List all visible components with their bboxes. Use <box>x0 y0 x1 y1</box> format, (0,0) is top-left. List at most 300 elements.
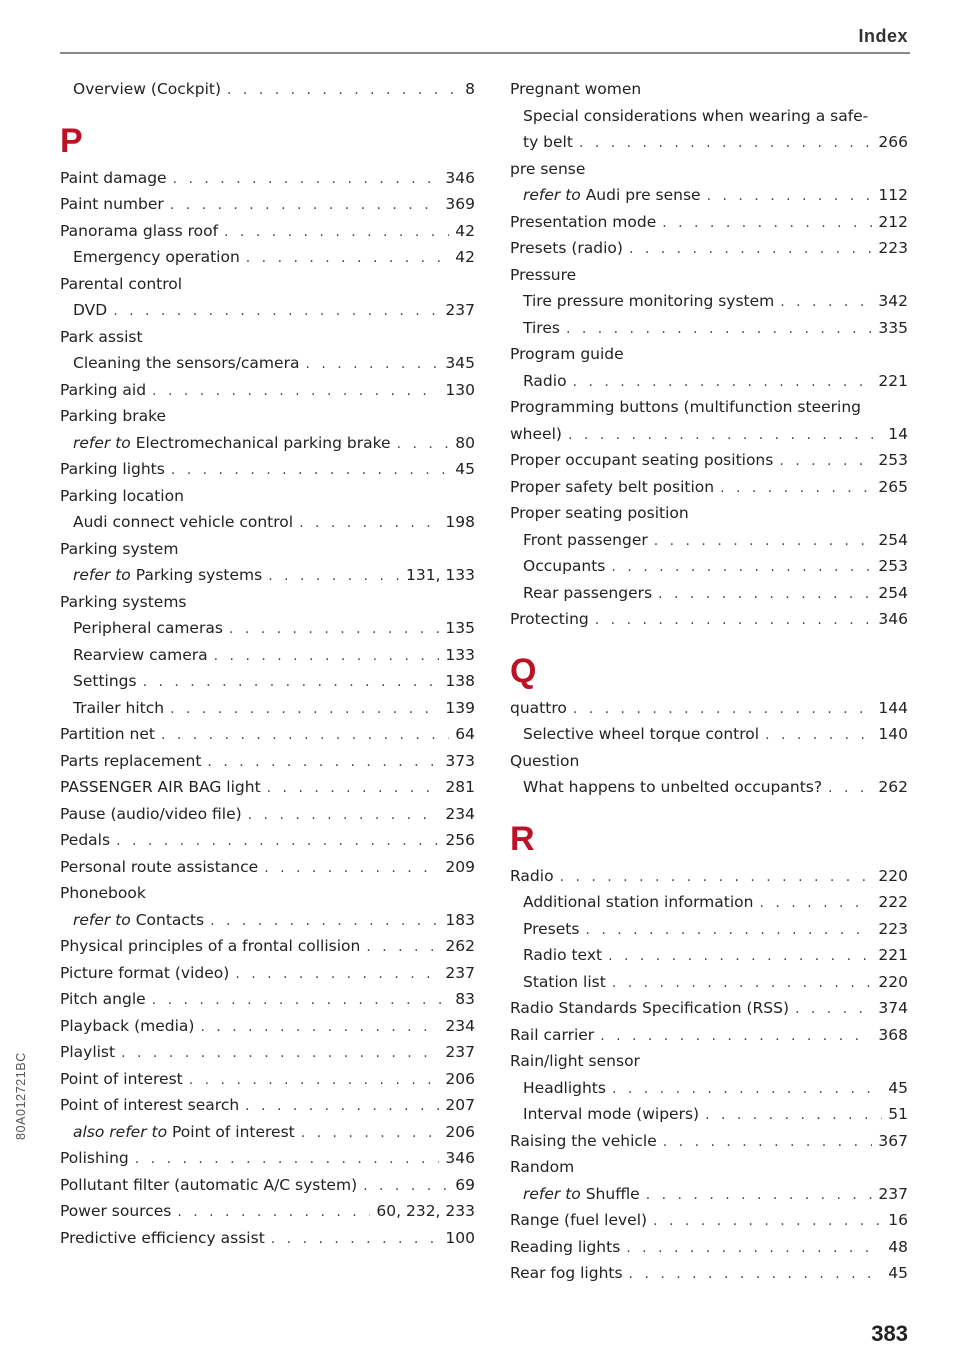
index-subentry <box>60 76 475 103</box>
entry-label-group <box>60 986 146 1013</box>
dot-leader <box>663 1129 873 1156</box>
index-entry <box>60 854 475 881</box>
entry-label: Occupants <box>523 557 606 575</box>
entry-label: Reading lights <box>510 1237 621 1256</box>
entry-page-reference[interactable]: 220 <box>878 972 908 991</box>
dot-leader <box>170 192 440 219</box>
entry-page-reference[interactable]: 206 <box>445 1069 475 1088</box>
index-heading: Proper seating position <box>510 504 689 522</box>
index-subentry <box>60 562 475 589</box>
entry-label-group <box>523 774 822 801</box>
cross-reference-prefix: also refer to <box>73 1122 168 1141</box>
dot-leader <box>629 236 872 263</box>
entry-label-group <box>523 1075 606 1102</box>
page-header-title: Index <box>858 26 908 46</box>
dot-leader <box>173 166 440 193</box>
entry-label-group <box>60 933 360 960</box>
dot-leader <box>707 183 873 210</box>
entry-page-reference[interactable]: 346 <box>878 610 908 628</box>
entry-label: Additional station information <box>523 893 754 911</box>
index-entry <box>60 1145 475 1172</box>
entry-page-reference[interactable]: 265 <box>878 477 908 496</box>
dot-leader <box>759 890 872 917</box>
entry-label: quattro <box>510 698 567 717</box>
index-heading: Parking systems <box>60 592 187 611</box>
index-entry <box>510 474 908 501</box>
index-entry <box>60 218 475 245</box>
index-subentry <box>60 297 475 324</box>
cross-reference-prefix: refer to <box>523 186 581 204</box>
dot-leader <box>654 528 873 555</box>
entry-label: PASSENGER AIR BAG light <box>60 778 261 796</box>
dot-leader <box>171 457 449 484</box>
entry-page-reference[interactable]: 183 <box>445 910 475 929</box>
entry-page-reference[interactable]: 206 <box>445 1122 475 1141</box>
entry-label-group <box>60 748 201 775</box>
entry-page-reference[interactable]: 368 <box>878 1025 908 1044</box>
dot-leader <box>246 245 449 272</box>
entry-page-reference[interactable]: 254 <box>878 583 908 602</box>
entry-label: Tires <box>523 318 560 337</box>
dot-leader <box>612 1076 882 1103</box>
entry-page-reference[interactable]: 42 <box>455 221 475 240</box>
index-heading: Rain/light sensor <box>510 1052 640 1070</box>
index-heading: Pressure <box>510 265 577 284</box>
entry-label: Radio <box>523 371 567 390</box>
section-letter: Q <box>510 651 537 690</box>
entry-label: Rearview camera <box>73 645 208 664</box>
index-heading: Random <box>510 1158 575 1176</box>
entry-page-reference[interactable]: 367 <box>878 1131 908 1150</box>
entry-page-reference[interactable]: 262 <box>445 937 475 955</box>
entry-page-reference[interactable]: 345 <box>445 354 475 372</box>
entry-label-group <box>510 209 656 236</box>
dot-leader <box>566 316 872 343</box>
index-entry <box>60 1066 475 1093</box>
entry-label: Emergency operation <box>73 248 240 266</box>
dot-leader <box>585 917 872 944</box>
document-code: 80A012721BC <box>14 1052 28 1140</box>
index-heading: pre sense <box>510 159 586 178</box>
index-heading: Parking location <box>60 486 184 505</box>
entry-label-group <box>73 562 262 589</box>
dot-leader <box>611 554 872 581</box>
index-subentry <box>510 182 908 209</box>
dot-leader <box>780 289 872 316</box>
dot-leader <box>573 369 873 396</box>
dot-leader <box>113 298 439 325</box>
entry-page-reference[interactable]: 198 <box>445 513 475 531</box>
entry-label: Rear passengers <box>523 583 653 602</box>
index-entry <box>60 721 475 748</box>
entry-page-reference[interactable]: 373 <box>445 751 475 770</box>
entry-label-group <box>60 801 242 828</box>
index-subentry <box>60 615 475 642</box>
entry-label: Radio Standards Specification (RSS) <box>510 999 789 1017</box>
dot-leader <box>200 1014 439 1041</box>
entry-label: Proper safety belt position <box>510 477 715 496</box>
entry-page-reference[interactable]: 209 <box>445 857 475 876</box>
entry-page-reference[interactable]: 100 <box>445 1228 475 1247</box>
entry-page-reference[interactable]: 220 <box>878 866 908 885</box>
dot-leader <box>227 77 459 104</box>
index-entry <box>510 209 908 236</box>
dot-leader <box>264 855 439 882</box>
entry-label: DVD <box>73 301 108 319</box>
entry-page-reference[interactable]: 237 <box>445 1043 475 1061</box>
entry-label-group <box>73 642 208 669</box>
entry-label-group <box>73 695 164 722</box>
entry-page-reference[interactable]: 221 <box>878 946 908 964</box>
entry-label: Playlist <box>60 1043 116 1061</box>
entry-label: Paint number <box>60 195 164 213</box>
entry-page-reference[interactable]: 64 <box>455 725 475 743</box>
dot-leader <box>795 996 872 1023</box>
index-entry <box>60 1225 475 1252</box>
index-subentry <box>510 288 908 315</box>
entry-label-group <box>510 695 567 722</box>
section-letter: R <box>510 819 535 858</box>
entry-label: Proper occupant seating positions <box>510 451 774 469</box>
entry-label: Physical principles of a frontal collision <box>60 937 361 955</box>
entry-label-group <box>510 1207 647 1234</box>
entry-page-reference[interactable]: 223 <box>878 919 908 938</box>
entry-page-reference[interactable]: 80 <box>455 433 475 452</box>
entry-page-reference[interactable]: 138 <box>445 672 475 690</box>
entry-page-reference[interactable]: 51 <box>888 1105 908 1123</box>
index-entry <box>60 933 475 960</box>
index-heading: Phonebook <box>60 884 146 902</box>
entry-page-reference[interactable]: 207 <box>445 1096 475 1114</box>
index-entry <box>510 447 908 474</box>
entry-label: Protecting <box>510 610 589 628</box>
entry-label: Headlights <box>523 1078 606 1097</box>
index-entry <box>60 748 475 775</box>
entry-label-group <box>510 863 554 890</box>
dot-leader <box>653 1208 882 1235</box>
entry-page-reference[interactable]: 8 <box>465 80 475 98</box>
entry-label: Radio <box>510 866 554 885</box>
index-entry <box>60 1172 475 1199</box>
dot-leader <box>779 448 872 475</box>
entry-label-group <box>73 297 107 324</box>
entry-label-group <box>510 1234 620 1261</box>
entry-label-group <box>510 474 714 501</box>
index-entry <box>510 235 908 262</box>
entry-page-reference[interactable]: 335 <box>878 318 908 337</box>
entry-label: Presets <box>523 919 580 938</box>
dot-leader <box>135 1146 440 1173</box>
index-entry <box>60 774 475 801</box>
entry-label: Overview (Cockpit) <box>73 80 222 98</box>
entry-label-group <box>523 916 579 943</box>
dot-leader <box>397 431 450 458</box>
index-subentry <box>510 368 908 395</box>
cross-reference-prefix: refer to <box>73 566 131 584</box>
entry-label: Presentation mode <box>510 212 657 231</box>
entry-page-reference[interactable]: 374 <box>878 999 908 1017</box>
index-subentry <box>60 244 475 271</box>
index-entry <box>510 1260 908 1287</box>
dot-leader <box>765 722 872 749</box>
entry-label: Playback (media) <box>60 1016 195 1035</box>
entry-page-reference[interactable]: 14 <box>888 424 908 443</box>
index-entry <box>510 863 908 890</box>
entry-label: Point of interest search <box>60 1096 240 1114</box>
entry-label-group <box>510 447 773 474</box>
entry-label-group <box>73 668 137 695</box>
index-entry <box>60 1092 475 1119</box>
entry-label-group <box>73 907 204 934</box>
index-entry <box>510 1207 908 1234</box>
dot-leader <box>248 802 440 829</box>
entry-label-group <box>60 854 258 881</box>
section-letter: P <box>60 121 83 160</box>
dot-leader <box>301 1120 440 1147</box>
entry-label-group <box>523 969 606 996</box>
entry-label: Raising the vehicle <box>510 1131 657 1150</box>
dot-leader <box>116 828 439 855</box>
entry-page-reference[interactable]: 369 <box>445 195 475 213</box>
entry-page-reference[interactable]: 237 <box>445 963 475 982</box>
index-subentry <box>60 350 475 377</box>
dot-leader <box>560 864 873 891</box>
entry-label: Pitch angle <box>60 990 146 1008</box>
entry-page-reference[interactable]: 48 <box>888 1237 908 1256</box>
entry-label: Panorama glass roof <box>60 221 219 240</box>
index-subheading: Special considerations when wearing a safe- <box>523 106 869 125</box>
entry-label-group <box>60 1198 171 1225</box>
entry-label: Parking lights <box>60 460 165 478</box>
entry-label-group <box>73 244 240 271</box>
index-subentry <box>60 1119 475 1146</box>
index-subentry <box>60 907 475 934</box>
entry-label-group <box>73 615 223 642</box>
entry-label-group <box>523 942 602 969</box>
entry-label-group <box>523 580 652 607</box>
entry-page-reference[interactable]: 223 <box>878 239 908 257</box>
index-entry <box>510 1022 908 1049</box>
index-subentry <box>60 509 475 536</box>
dot-leader <box>828 775 872 802</box>
entry-page-reference[interactable]: 45 <box>888 1078 908 1097</box>
dot-leader <box>271 1226 440 1253</box>
entry-page-reference[interactable]: 254 <box>878 530 908 549</box>
entry-label-group <box>523 288 774 315</box>
dot-leader <box>662 210 872 237</box>
index-entry <box>60 456 475 483</box>
entry-label-group <box>60 774 261 801</box>
dot-leader <box>267 775 440 802</box>
entry-label-group <box>60 191 164 218</box>
entry-label: ty belt <box>523 133 573 151</box>
entry-label-group <box>510 1022 594 1049</box>
dot-leader <box>170 696 439 723</box>
index-entry <box>60 1013 475 1040</box>
dot-leader <box>705 1102 882 1129</box>
index-entry <box>510 606 908 633</box>
dot-leader <box>305 351 439 378</box>
entry-page-reference[interactable]: 16 <box>888 1211 908 1229</box>
entry-page-reference[interactable]: 140 <box>878 725 908 743</box>
entry-label-group <box>73 1119 295 1146</box>
page-number: 383 <box>871 1321 908 1346</box>
entry-label: Rail carrier <box>510 1025 595 1044</box>
entry-label-group <box>60 1172 357 1199</box>
index-subentry <box>510 1101 908 1128</box>
index-subentry <box>510 527 908 554</box>
entry-page-reference[interactable]: 135 <box>445 619 475 637</box>
entry-page-reference[interactable]: 69 <box>455 1175 475 1194</box>
index-subentry <box>510 1075 908 1102</box>
dot-leader <box>600 1023 872 1050</box>
entry-label-group <box>510 1260 623 1287</box>
entry-label: Parking aid <box>60 380 147 399</box>
entry-page-reference[interactable]: 212 <box>878 212 908 231</box>
index-subentry <box>510 969 908 996</box>
entry-page-reference[interactable]: 342 <box>878 292 908 310</box>
entry-label: Radio text <box>523 946 603 964</box>
entry-label-group <box>60 1013 194 1040</box>
entry-page-reference[interactable]: 237 <box>878 1184 908 1203</box>
entry-page-reference[interactable]: 266 <box>878 133 908 151</box>
index-subentry <box>510 315 908 342</box>
dot-leader <box>214 643 440 670</box>
index-entry <box>510 1234 908 1261</box>
entry-label-group <box>510 606 589 633</box>
entry-label: Rear fog lights <box>510 1264 623 1282</box>
entry-page-reference[interactable]: 262 <box>878 778 908 796</box>
entry-label-group <box>60 456 165 483</box>
entry-label-group <box>60 1092 239 1119</box>
entry-page-reference[interactable]: 234 <box>445 1016 475 1035</box>
entry-label: Polishing <box>60 1149 129 1167</box>
entry-label: Predictive efficiency assist <box>60 1228 265 1247</box>
index-entry <box>510 995 908 1022</box>
header-divider <box>60 52 910 54</box>
dot-leader <box>629 1261 883 1288</box>
dot-leader <box>210 908 439 935</box>
entry-label: Cleaning the sensors/camera <box>73 354 300 372</box>
entry-page-reference[interactable]: 60, 232, 233 <box>376 1202 475 1220</box>
index-subentry <box>510 553 908 580</box>
entry-page-reference[interactable]: 130 <box>445 380 475 399</box>
cross-reference-prefix: refer to <box>523 1184 581 1203</box>
entry-label: Point of interest <box>60 1069 183 1088</box>
entry-label: Front passenger <box>523 530 648 549</box>
index-subentry <box>510 942 908 969</box>
index-entry <box>60 960 475 987</box>
index-entry <box>60 1039 475 1066</box>
entry-page-reference[interactable]: 45 <box>455 460 475 478</box>
entry-label: Electromechanical parking brake <box>135 433 391 452</box>
index-heading: Program guide <box>510 345 624 363</box>
index-heading: Parking brake <box>60 407 167 425</box>
entry-label-group <box>523 553 605 580</box>
entry-page-reference[interactable]: 222 <box>878 893 908 911</box>
index-entry <box>510 1128 908 1155</box>
entry-label: Picture format (video) <box>60 963 230 982</box>
entry-label: Partition net <box>60 725 155 743</box>
entry-label: Interval mode (wipers) <box>523 1105 700 1123</box>
entry-label-group <box>60 1039 115 1066</box>
dot-leader <box>229 616 439 643</box>
entry-page-reference[interactable]: 45 <box>888 1264 908 1282</box>
entry-page-reference[interactable]: 253 <box>878 557 908 575</box>
dot-leader <box>658 581 872 608</box>
entry-label-group <box>60 1225 265 1252</box>
dot-leader <box>235 961 439 988</box>
entry-page-reference[interactable]: 133 <box>445 645 475 664</box>
entry-label: What happens to unbelted occupants? <box>523 778 823 796</box>
entry-page-reference[interactable]: 112 <box>878 186 908 204</box>
entry-label-group <box>523 129 573 156</box>
index-subentry <box>60 668 475 695</box>
entry-label-group <box>523 182 701 209</box>
entry-page-reference[interactable]: 131, 133 <box>405 566 475 584</box>
dot-leader <box>161 722 449 749</box>
dot-leader <box>573 696 873 723</box>
dot-leader <box>268 563 400 590</box>
dot-leader <box>720 475 872 502</box>
entry-page-reference[interactable]: 139 <box>445 698 475 717</box>
entry-label: Peripheral cameras <box>73 619 223 637</box>
index-subentry <box>510 1181 908 1208</box>
index-subentry <box>510 916 908 943</box>
dot-leader <box>152 987 450 1014</box>
index-heading: Parental control <box>60 274 183 293</box>
dot-leader <box>143 669 440 696</box>
entry-label: Presets (radio) <box>510 239 623 257</box>
entry-page-reference[interactable]: 346 <box>445 1149 475 1167</box>
index-heading: Question <box>510 751 580 770</box>
entry-page-reference[interactable]: 281 <box>445 778 475 796</box>
entry-label: Range (fuel level) <box>510 1211 648 1229</box>
entry-label: Pause (audio/video file) <box>60 804 242 823</box>
entry-page-reference[interactable]: 221 <box>878 371 908 390</box>
entry-page-reference[interactable]: 237 <box>445 301 475 319</box>
entry-page-reference[interactable]: 256 <box>445 831 475 849</box>
index-entry <box>60 377 475 404</box>
entry-label-group <box>523 1101 699 1128</box>
entry-label: Paint damage <box>60 168 167 187</box>
entry-label: Parking systems <box>135 566 263 584</box>
entry-page-reference[interactable]: 234 <box>445 804 475 823</box>
dot-leader <box>366 934 439 961</box>
index-entry <box>60 191 475 218</box>
index-subentry <box>510 774 908 801</box>
dot-leader <box>189 1067 440 1094</box>
index-entry <box>510 695 908 722</box>
entry-label-group <box>510 995 789 1022</box>
dot-leader <box>299 510 439 537</box>
entry-label-group <box>523 527 648 554</box>
entry-page-reference[interactable]: 253 <box>878 451 908 469</box>
entry-label-group <box>523 721 759 748</box>
entry-page-reference[interactable]: 83 <box>455 990 475 1008</box>
entry-label-group <box>60 165 167 192</box>
entry-page-reference[interactable]: 42 <box>455 248 475 266</box>
index-entry <box>60 165 475 192</box>
index-heading: Parking system <box>60 539 179 558</box>
entry-label-group <box>60 1066 183 1093</box>
entry-page-reference[interactable]: 346 <box>445 168 475 187</box>
entry-page-reference[interactable]: 144 <box>878 698 908 717</box>
dot-leader <box>152 378 439 405</box>
entry-label-group <box>73 76 221 103</box>
entry-label-group <box>60 377 146 404</box>
entry-label: Point of interest <box>172 1122 295 1141</box>
